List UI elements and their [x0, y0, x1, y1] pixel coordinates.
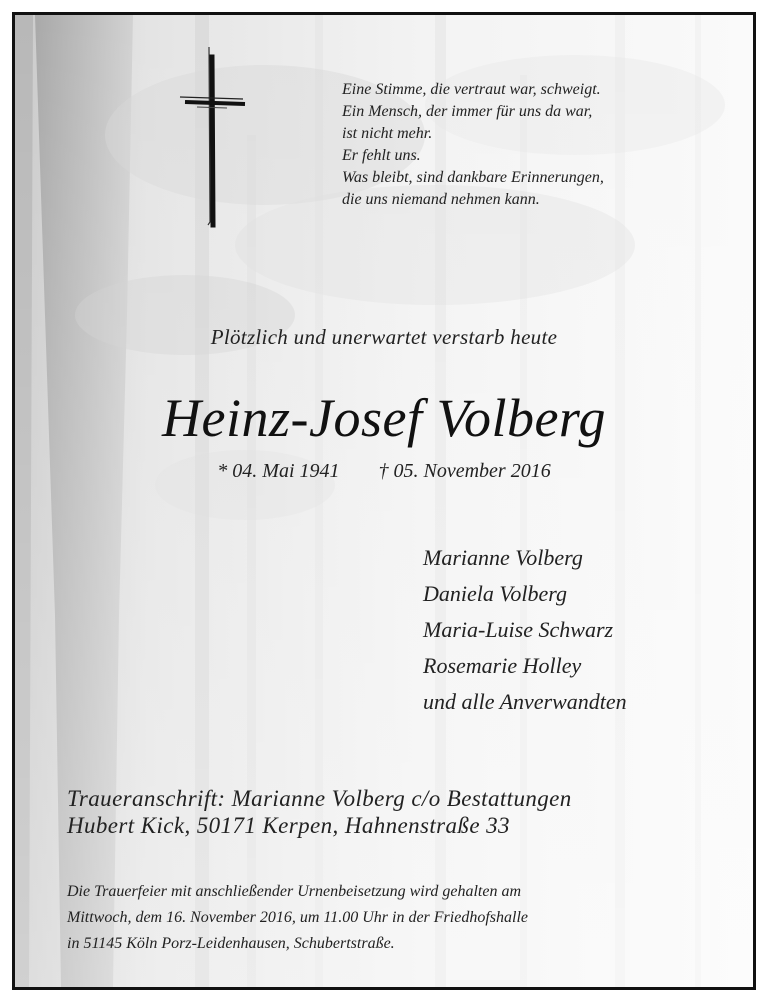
poem-line: Er fehlt uns.	[342, 147, 421, 164]
funeral-service-info	[67, 879, 528, 957]
service-line: Die Trauerfeier mit anschließender Urnenbeisetzung wird gehalten am	[67, 883, 522, 900]
poem-line: Ein Mensch, der immer für uns da war,	[342, 103, 593, 120]
obituary-frame	[12, 12, 756, 990]
poem-line: ist nicht mehr.	[342, 125, 433, 142]
mourner-name: Rosemarie Holley	[423, 653, 582, 678]
mourner-name: Daniela Volberg	[423, 581, 567, 606]
mourner-name: Maria-Luise Schwarz	[423, 617, 614, 642]
death-date: † 05. November 2016	[378, 460, 551, 482]
address-line: Hubert Kick, 50171 Kerpen, Hahnenstraße 33	[67, 813, 510, 838]
mourners-list	[423, 540, 627, 720]
deceased-name: Heinz-Josef Volberg	[162, 388, 606, 448]
obituary-content	[15, 15, 753, 987]
mourner-name: Marianne Volberg	[423, 545, 583, 570]
poem	[342, 79, 742, 211]
mourning-address	[67, 785, 572, 839]
cross-icon	[177, 47, 247, 229]
life-dates	[15, 460, 753, 483]
intro-text: Plötzlich und unerwartet verstarb heute	[210, 325, 558, 349]
poem-line: Eine Stimme, die vertraut war, schweigt.	[342, 81, 601, 98]
mourner-name: und alle Anverwandten	[423, 689, 627, 714]
service-line: Mittwoch, dem 16. November 2016, um 11.00 Uhr in der Friedhofshalle	[67, 909, 528, 926]
birth-date: * 04. Mai 1941	[217, 460, 340, 482]
poem-line: Was bleibt, sind dankbare Erinnerungen,	[342, 169, 604, 186]
service-line: in 51145 Köln Porz-Leidenhausen, Schubertstraße.	[67, 935, 395, 952]
poem-line: die uns niemand nehmen kann.	[342, 191, 540, 208]
address-line: Traueranschrift: Marianne Volberg c/o Bestattungen	[67, 786, 572, 811]
